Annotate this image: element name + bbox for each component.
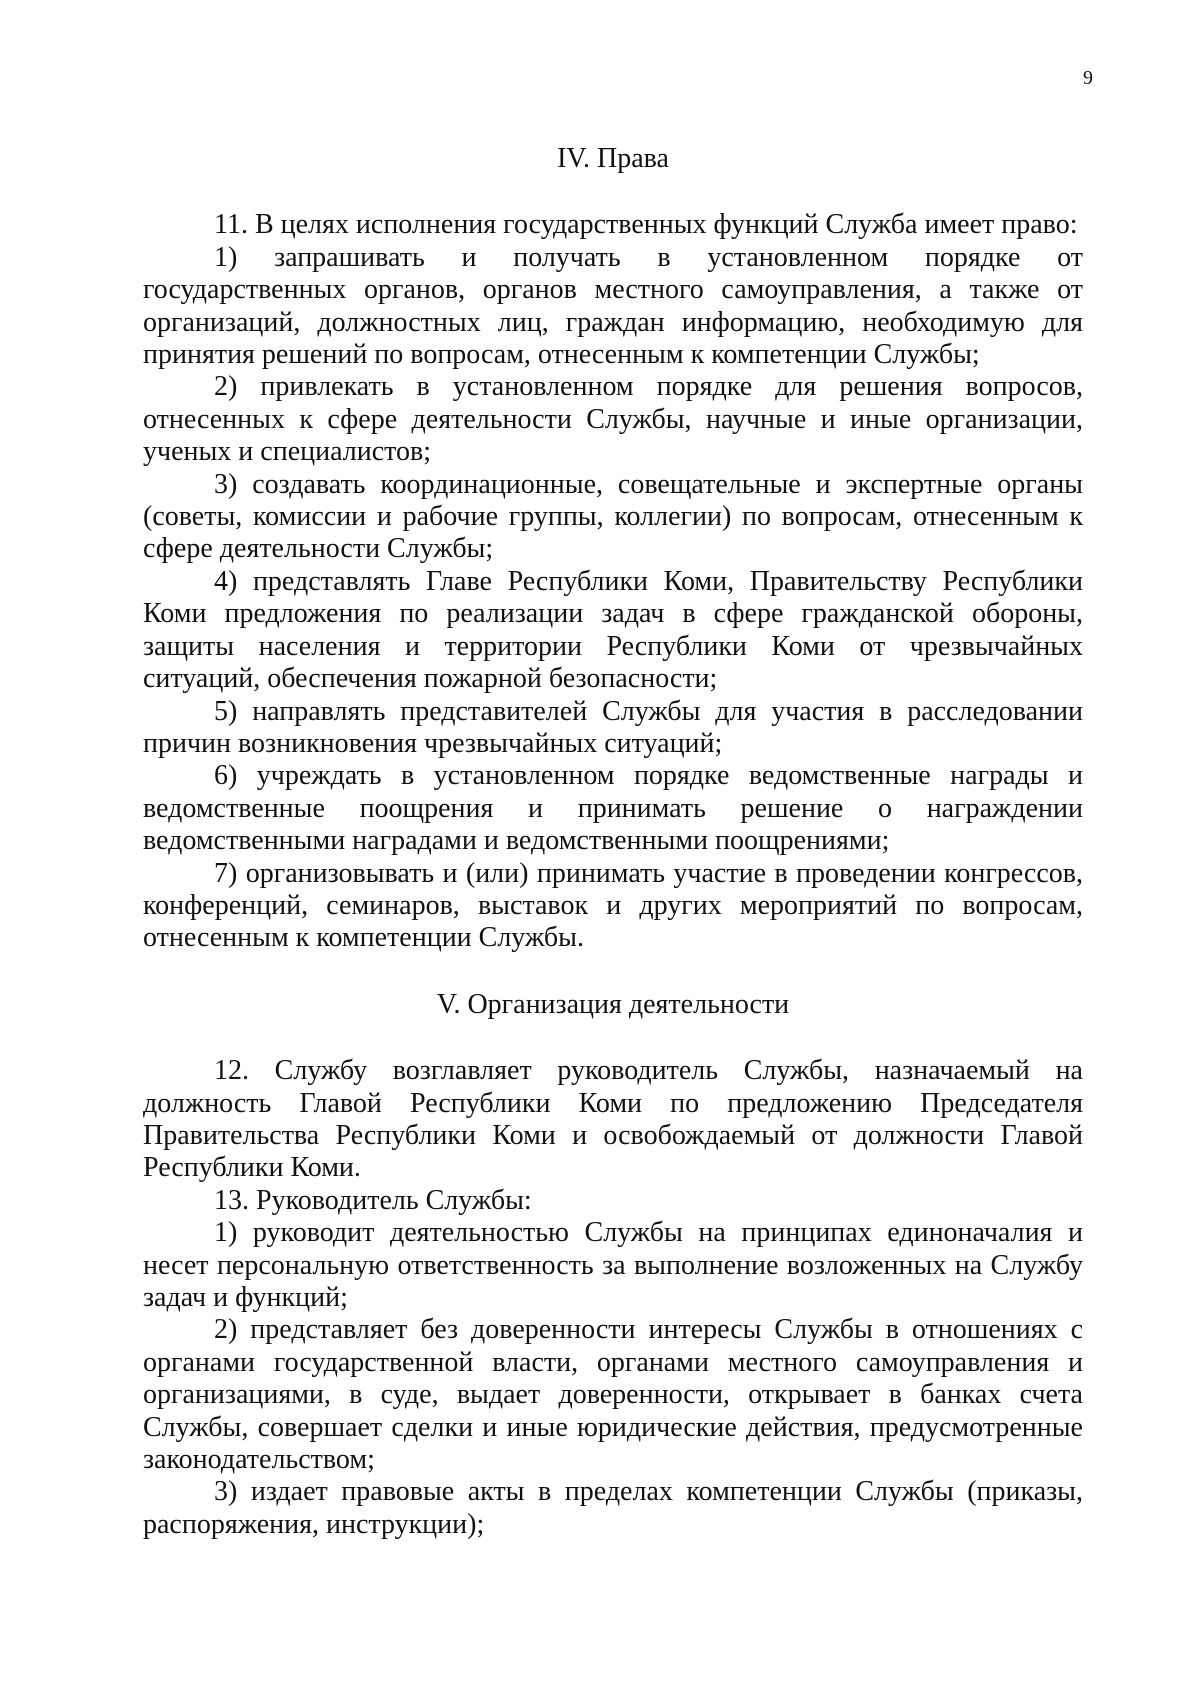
paragraph: 2) привлекать в установленном порядке для решения вопросов, отнесенных к сфере деятельности Службы, научные и иные организации, ученых и специалистов; bbox=[143, 371, 1083, 468]
paragraph: 13. Руководитель Службы: bbox=[214, 1184, 532, 1216]
page-number: 9 bbox=[1083, 67, 1093, 89]
section-organization bbox=[143, 1055, 1083, 1541]
document-body bbox=[143, 143, 1083, 1541]
paragraph: 4) представлять Главе Республики Коми, Правительству Республики Коми предложения по реализации задач в сфере гражданской обороны, защиты населения и территории Республики Коми от чрезвычайных ситуаций, обеспечения пожарной безопасности; bbox=[143, 565, 1083, 695]
paragraph: 1) запрашивать и получать в установленном порядке от государственных органов, органов местного самоуправления, а также от организаций, должностных лиц, граждан информацию, необходимую для принятия решений по вопросам, отнесенным к компетенции Службы; bbox=[143, 241, 1083, 371]
section-heading-rights: IV. Права bbox=[557, 143, 669, 174]
paragraph: 1) руководит деятельностью Службы на принципах единоначалия и несет персональную ответственность за выполнение возложенных на Службу задач и функций; bbox=[143, 1217, 1083, 1313]
section-rights bbox=[143, 209, 1083, 954]
paragraph: 3) издает правовые акты в пределах компетенции Службы (приказы, распоряжения, инструкции); bbox=[143, 1476, 1083, 1540]
paragraph: 6) учреждать в установленном порядке ведомственные награды и ведомственные поощрения и принимать решение о награждении ведомственными наградами и ведомственными поощрениями; bbox=[143, 760, 1083, 857]
paragraph: 2) представляет без доверенности интересы Службы в отношениях с органами государственной власти, органами местного самоуправления и организациями, в суде, выдает доверенности, открывает в банках счета Службы, совершает сделки и иные юридические действия, предусмотренные законодательством; bbox=[143, 1314, 1083, 1476]
paragraph: 12. Службу возглавляет руководитель Службы, назначаемый на должность Главой Республики Коми по предложению Председателя Правительства Республики Коми и освобождаемый от должности Главой Республики Коми. bbox=[143, 1055, 1083, 1184]
paragraph: 7) организовывать и (или) принимать участие в проведении конгрессов, конференций, семинаров, выставок и других мероприятий по вопросам, отнесенным к компетенции Службы. bbox=[143, 857, 1083, 954]
paragraph: 11. В целях исполнения государственных функций Служба имеет право: bbox=[214, 209, 1078, 241]
paragraph: 3) создавать координационные, совещательные и экспертные органы (советы, комиссии и рабочие группы, коллегии) по вопросам, отнесенным к сфере деятельности Службы; bbox=[143, 468, 1083, 565]
paragraph: 5) направлять представителей Службы для участия в расследовании причин возникновения чрезвычайных ситуаций; bbox=[143, 695, 1083, 759]
section-heading-organization: V. Организация деятельности bbox=[436, 988, 790, 1020]
